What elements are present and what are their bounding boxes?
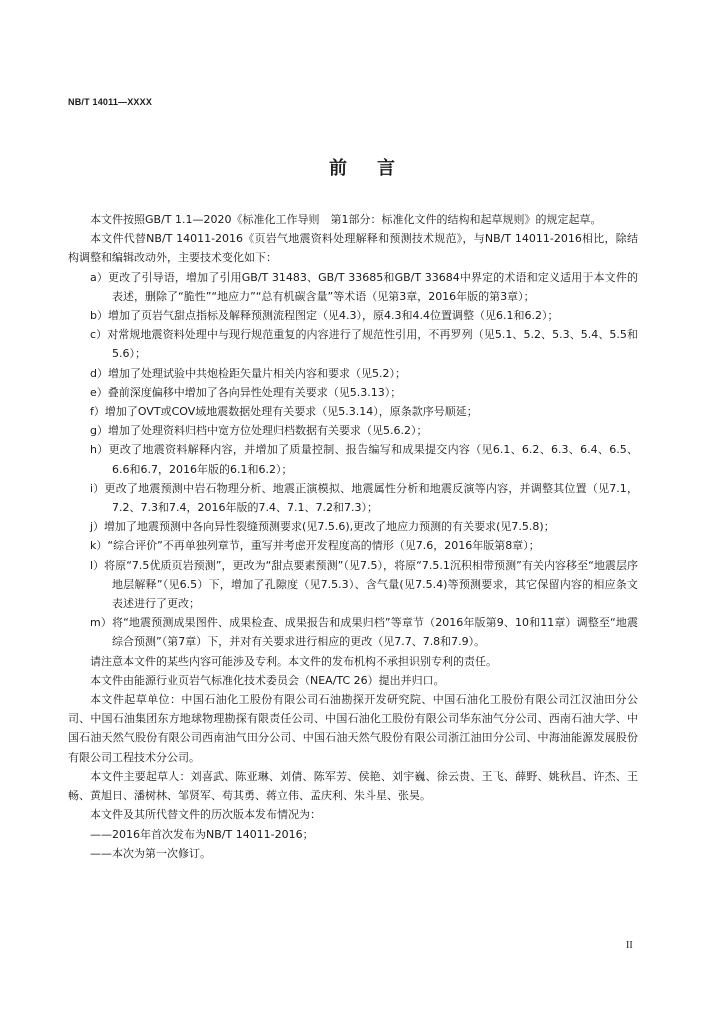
change-item-e: e）叠前深度偏移中增加了各向异性处理有关要求（见5.3.13）； [90, 385, 402, 399]
intro-paragraph-1: 本文件按照GB/T 1.1—2020《标准化工作导则 第1部分：标准化文件的结构和起草规则》的规定起草。 [90, 213, 602, 226]
proposer-paragraph: 本文件由能源行业页岩气标准化技术委员会（NEA/TC 26）提出并归口。 [90, 673, 445, 687]
document-number-header: NB/T 14011—XXXX [68, 97, 153, 107]
change-item-g: g）增加了处理资料归档中宽方位处理归档数据有关要求（见5.6.2）； [90, 424, 428, 438]
page-number: II [626, 940, 633, 951]
change-list [68, 268, 638, 652]
drafters-paragraph: 本文件主要起草人：刘喜武、陈亚琳、刘倩、陈军芳、侯艳、刘宇巍、徐云贵、王飞、薛野、姚秋昌、许杰、王畅、黄旭日、潘树林、邹贤军、苟其勇、蒋立伟、孟庆利、朱斗星、张昊。 [68, 769, 638, 803]
history-intro: 本文件及其所代替文件的历次版本发布情况为： [90, 808, 321, 822]
change-item-c: c）对常规地震资料处理中与现行规范重复的内容进行了规范性引用，不再罗列（见5.1、5.2、5.3、5.4、5.5和5.6）； [90, 328, 638, 361]
change-item-i: i）更改了地震预测中岩石物理分析、地震正演模拟、地震属性分析和地震反演等内容，并调整其位置（见7.1，7.2、7.3和7.4，2016年版的7.4、7.1、7.2和7.3）； [90, 481, 638, 515]
change-item-l: l）将原“7.5优质页岩预测”，更改为“甜点要素预测”（见7.5），将原“7.5.1沉积相带预测”有关内容移至“地震层序地层解释”（见6.5）下，增加了孔隙度（见7.5.3）、含气量(见7.5.4)等预测要求，其它保留内容的相应条文表述进行了更改； [90, 558, 638, 611]
patent-notice: 请注意本文件的某些内容可能涉及专利。本文件的发布机构不承担识别专利的责任。 [90, 654, 497, 668]
change-item-m: m）将“地震预测成果图件、成果检查、成果报告和成果归档”等章节（2016年版第9、10和11章）调整至“地震综合预测”（第7章）下，并对有关要求进行相应的更改（见7.7、7.8和7.9）。 [90, 616, 638, 649]
drafting-units-paragraph: 本文件起草单位：中国石油化工股份有限公司石油勘探开发研究院、中国石油化工股份有限公司江汉油田分公司、中国石油集团东方地球物理勘探有限责任公司、中国石油化工股份有限公司华东油气分公司、西南石油大学、中国石油天然气股份有限公司西南油气田分公司、中国石油天然气股份有限公司浙江油田分公司、中海油能源发展股份有限公司工程技术分公司。 [68, 693, 638, 764]
change-item-a: a）更改了引导语，增加了引用GB/T 31483、GB/T 33685和GB/T 33684中界定的术语和定义适用于本文件的表述，删除了“脆性”“地应力”“总有机碳含量”等术语（见第3章，2016年版的第3章）； [90, 270, 638, 303]
change-item-k: k）“综合评价”不再单独列章节，重写并考虑开发程度高的情形（见7.6，2016年版第8章）； [90, 539, 540, 553]
change-item-j: j）增加了地震预测中各向异性裂缝预测要求(见7.5.6),更改了地应力预测的有关要求(见7.5.8)； [90, 520, 555, 534]
history-item-1: ——2016年首次发布为NB/T 14011-2016； [90, 827, 314, 841]
document-body [68, 210, 638, 863]
change-item-d: d）增加了处理试验中共炮检距矢量片相关内容和要求（见5.2）； [90, 366, 406, 380]
change-item-f: f）增加了OVT或COV域地震数据处理有关要求（见5.3.14），原条款序号顺延； [90, 405, 478, 419]
history-item-2: ——本次为第一次修订。 [90, 846, 211, 860]
intro-paragraph-2: 本文件代替NB/T 14011-2016《页岩气地震资料处理解释和预测技术规范》，与NB/T 14011-2016相比，除结构调整和编辑改动外，主要技术变化如下： [68, 232, 638, 265]
change-item-h: h）更改了地震资料解释内容，并增加了质量控制、报告编写和成果提交内容（见6.1、6.2、6.3、6.4、6.5、6.6和6.7，2016年版的6.1和6.2）； [90, 443, 638, 476]
page-title: 前言 [329, 158, 425, 179]
change-item-b: b）增加了页岩气甜点指标及解释预测流程图定（见4.3），原4.3和4.4位置调整（见6.1和6.2）； [90, 309, 559, 323]
